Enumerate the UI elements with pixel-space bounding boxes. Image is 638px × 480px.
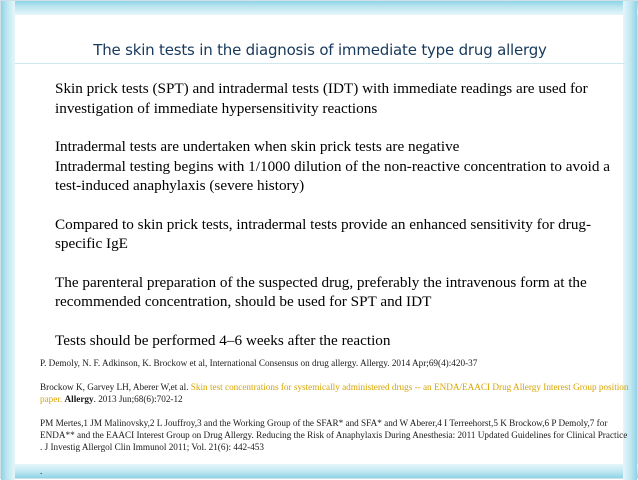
trailing-period: . <box>40 466 43 476</box>
reference-3: PM Mertes,1 JM Malinovsky,2 L Jouffroy,3 and the Working Group of the SFAR* and SFA* and W Aberer,4 I Terreehorst,5 K Brockow,6 P Demoly,7 for ENDA** and the EAACI Interest Group on Drug Allergy. Reducing the Risk of Anaphylaxis During Anesthesia: 2011 Updated Guidelines for Clinical Practice . J Investig Allergol Clin Immunol 2011; Vol. 21(6): 442-453 <box>40 418 628 452</box>
paragraph-intradermal-dilution: Intradermal testing begins with 1/1000 dilution of the non-reactive concentration to avoid a test-induced anaphylaxis (severe history) <box>55 157 611 194</box>
paragraph-intradermal-undertaken: Intradermal tests are undertaken when skin prick tests are negative <box>55 138 460 155</box>
reference-2 <box>40 381 630 405</box>
paragraph-timing: Tests should be performed 4–6 weeks after the reaction <box>55 331 391 349</box>
slide-body <box>55 79 615 350</box>
reference-2-journal: Allergy <box>64 394 94 404</box>
left-border-bar <box>1 1 15 480</box>
reference-1: P. Demoly, N. F. Adkinson, K. Brockow et al, International Consensus on drug allergy. Allergy. 2014 Apr;69(4):420-37 <box>40 358 478 368</box>
slide-title: The skin tests in the diagnosis of immediate type drug allergy <box>93 41 547 59</box>
references <box>40 357 630 477</box>
reference-2-title-link[interactable]: Skin test concentrations for systemically administered drugs -- an ENDA/EAACI Drug Allergy Interest Group position paper. <box>40 382 629 404</box>
paragraph-parenteral-preparation: The parenteral preparation of the suspected drug, preferably the intravenous form at the recommended concentration, should be used for SPT and IDT <box>55 273 587 310</box>
paragraph-skin-prick-tests: Skin prick tests (SPT) and intradermal tests (IDT) with immediate readings are used for investigation of immediate hypersensitivity reactions <box>55 80 588 117</box>
reference-2-authors: Brockow K, Garvey LH, Aberer W,et al. <box>40 382 189 392</box>
paragraph-sensitivity: Compared to skin prick tests, intradermal tests provide an enhanced sensitivity for drug-specific IgE <box>55 215 592 252</box>
title-divider <box>15 63 625 64</box>
top-border-bar <box>1 1 638 15</box>
reference-2-citation: . 2013 Jun;68(6):702-12 <box>93 394 183 404</box>
